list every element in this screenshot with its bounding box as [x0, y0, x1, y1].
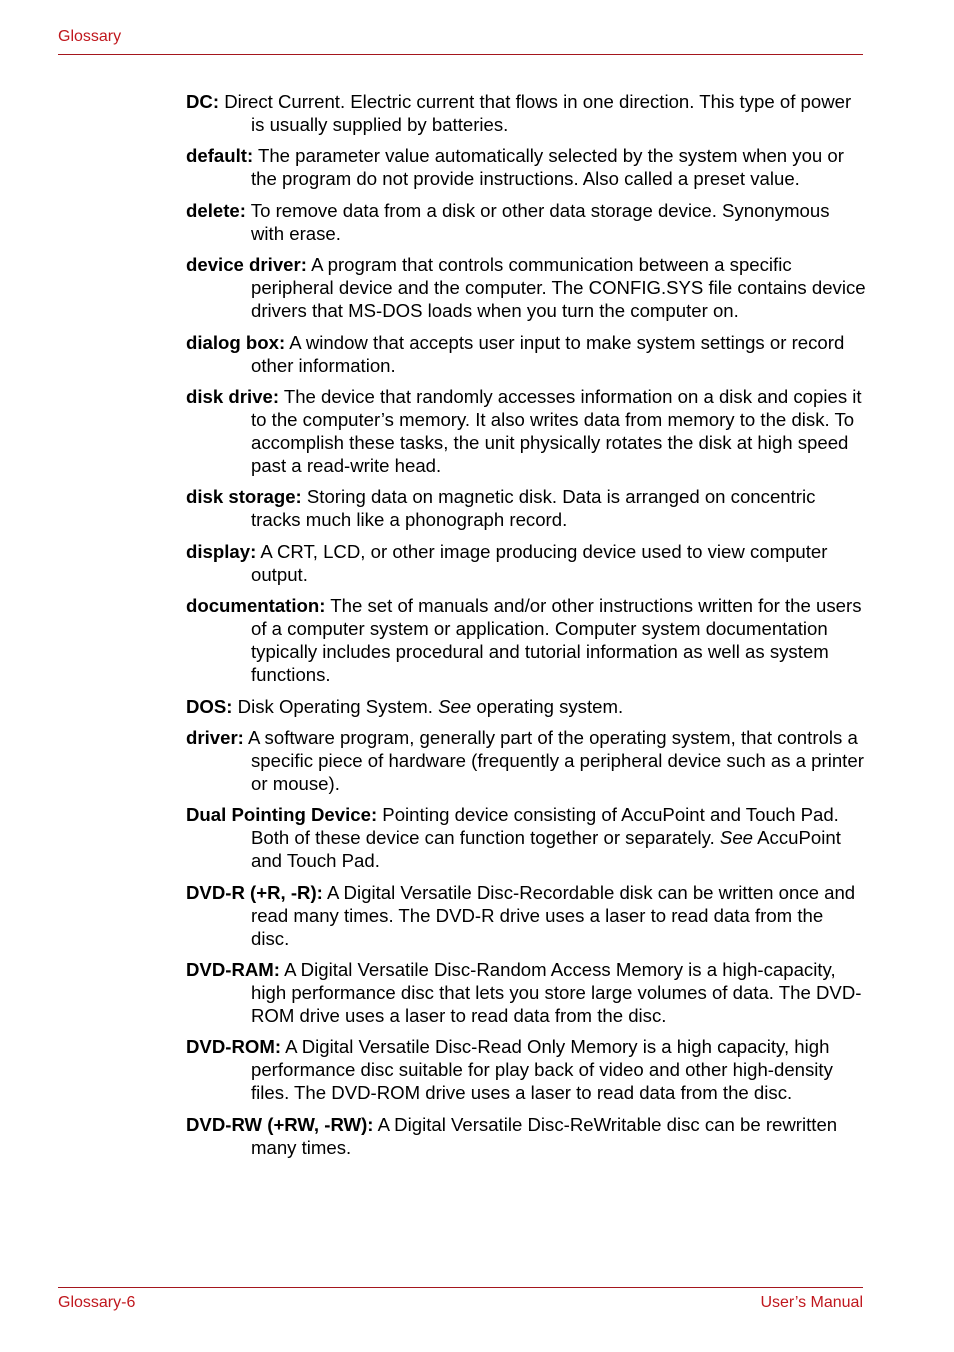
entry-definition: A Digital Versatile Disc-Random Access Memory is a high-capacity, high performance disc that lets you store large volumes of data. The DVD-ROM drive uses a laser to read data from the disc. — [251, 959, 862, 1027]
glossary-entry-device-driver — [186, 253, 866, 322]
entry-term: documentation: — [186, 595, 326, 617]
entry-term: DVD-ROM: — [186, 1036, 282, 1058]
glossary-list — [186, 90, 866, 1167]
glossary-entry-dvd-rw — [186, 1113, 866, 1159]
entry-definition: Pointing device consisting of AccuPoint and Touch Pad. Both of these device can function together or separately. — [251, 804, 839, 849]
glossary-entry-dvd-rom — [186, 1035, 866, 1104]
entry-term: DVD-R (+R, -R): — [186, 881, 323, 903]
footer-rule — [58, 1287, 863, 1288]
entry-term: delete: — [186, 199, 246, 221]
entry-definition: The set of manuals and/or other instructions written for the users of a computer system or application. Computer system documentation typically includes procedural and tutorial information as well as system functions. — [251, 595, 862, 686]
entry-definition: Direct Current. Electric current that flows in one direction. This type of power is usually supplied by batteries. — [219, 91, 852, 135]
glossary-entry-disk-storage — [186, 485, 866, 531]
entry-term: display: — [186, 540, 257, 562]
entry-definition: A Digital Versatile Disc-ReWritable disc can be rewritten many times. — [251, 1113, 838, 1158]
glossary-entry-dc — [186, 90, 866, 136]
entry-definition: A software program, generally part of the operating system, that controls a specific piece of hardware (frequently a peripheral device such as a printer or mouse). — [243, 726, 864, 794]
glossary-entry-dos — [186, 695, 866, 718]
entry-term: DC: — [186, 91, 220, 112]
page-number: Glossary-6 — [58, 1294, 136, 1311]
glossary-entry-dual-pointing-device — [186, 803, 866, 872]
glossary-entry-dvd-ram — [186, 958, 866, 1027]
entry-definition: A window that accepts user input to make system settings or record other information. — [251, 331, 845, 376]
entry-definition: A program that controls communication between a specific peripheral device and the computer. The CONFIG.SYS file contains device drivers that MS-DOS loads when you turn the computer on. — [251, 254, 866, 322]
entry-definition: A CRT, LCD, or other image producing device used to view computer output. — [251, 540, 828, 585]
entry-term: driver: — [186, 726, 244, 748]
glossary-entry-dvd-r — [186, 881, 866, 950]
entry-definition: To remove data from a disk or other data storage device. Synonymous with erase. — [245, 199, 830, 244]
glossary-entry-delete — [186, 199, 866, 245]
entry-definition: Disk Operating System. — [232, 695, 439, 717]
entry-term: device driver: — [186, 254, 307, 276]
entry-term: disk storage: — [186, 486, 302, 508]
entry-term: Dual Pointing Device: — [186, 804, 378, 826]
entry-definition: The device that randomly accesses information on a disk and copies it to the computer’s memory. It also writes data from memory to the disk. To accomplish these tasks, the unit physically rotates the disk at high speed past a read-write head. — [251, 385, 862, 476]
manual-title: User’s Manual — [760, 1294, 863, 1311]
see-reference: See — [438, 695, 472, 717]
glossary-entry-disk-drive — [186, 385, 866, 477]
entry-term: DVD-RW (+RW, -RW): — [186, 1113, 374, 1135]
header-rule — [58, 54, 863, 55]
entry-definition: The parameter value automatically selected by the system when you or the program do not provide instructions. Also called a preset value. — [251, 145, 844, 190]
glossary-entry-display — [186, 540, 866, 586]
entry-definition: Storing data on magnetic disk. Data is arranged on concentric tracks much like a phonograph record. — [251, 486, 816, 531]
entry-definition-tail: operating system. — [471, 695, 624, 717]
entry-definition-tail: AccuPoint and Touch Pad. — [251, 827, 841, 872]
glossary-entry-documentation — [186, 594, 866, 686]
glossary-entry-default — [186, 144, 866, 190]
entry-term: disk drive: — [186, 385, 280, 407]
running-header: Glossary — [58, 28, 122, 45]
see-reference: See — [719, 827, 754, 849]
entry-definition: A Digital Versatile Disc-Recordable disk can be written once and read many times. The DVD-R drive uses a laser to read data from the disc. — [251, 881, 856, 949]
glossary-entry-driver — [186, 726, 866, 795]
entry-definition: A Digital Versatile Disc-Read Only Memory is a high capacity, high performance disc suitable for play back of video and other high-density files. The DVD-ROM drive uses a laser to read data from the disc. — [251, 1036, 833, 1104]
entry-term: default: — [186, 145, 254, 167]
entry-term: DVD-RAM: — [186, 959, 280, 981]
entry-term: DOS: — [186, 695, 233, 717]
glossary-entry-dialog-box — [186, 331, 866, 377]
entry-term: dialog box: — [186, 331, 286, 353]
